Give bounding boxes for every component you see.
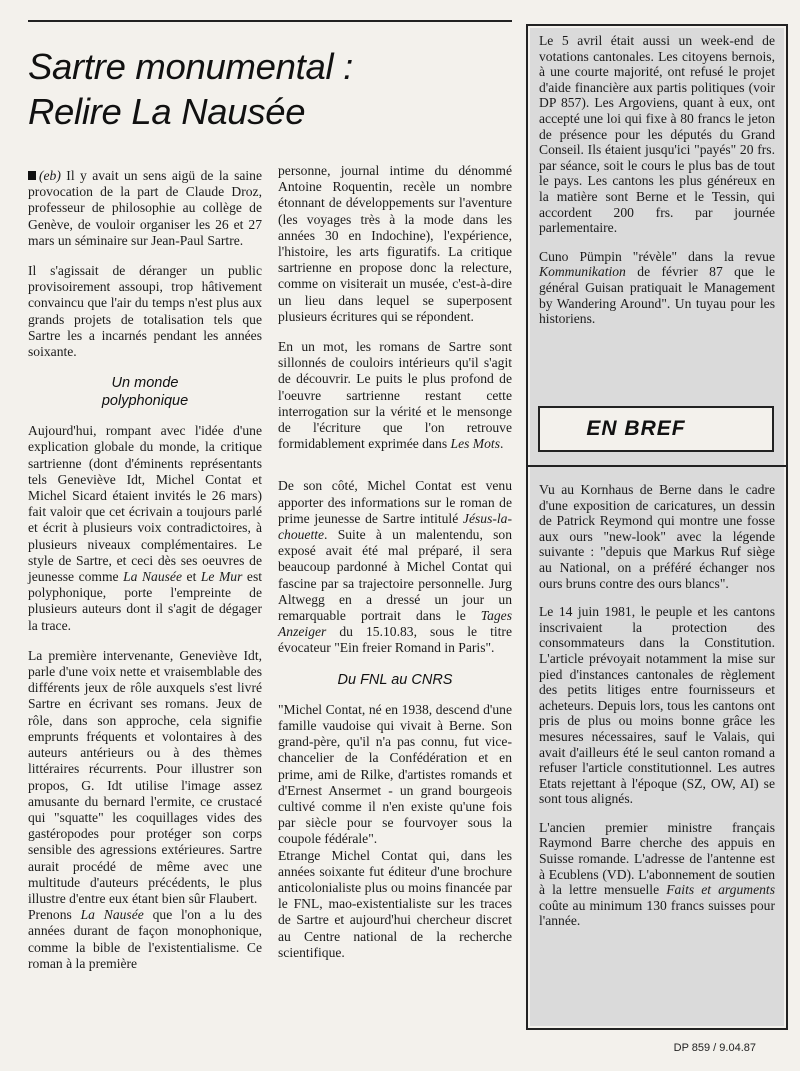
brief-barre: L'ancien premier ministre français Raymond Barre cherche des appuis en Suisse romande. L'adresse de l'antenne est à Ecublens (VD). L'abonnement de soutien à la lettre mensuelle Faits et arguments coûte au minimum 130 francs suisses pour l'année. (539, 819, 775, 929)
subhead-line-1: Un monde (111, 375, 179, 392)
sidebar-divider (528, 465, 786, 467)
subhead-fnl-cnrs: Du FNL au CNRS (337, 671, 453, 688)
brief-votations: Le 5 avril était aussi un week-end de votations cantonales. Les citoyens bernois, à une courte majorité, ont refusé le projet d'aide financière aux partis politiques (voir DP 857). Les Argoviens, quant à eux, ont accepté une loi qui fixe à 80 francs le jeton de présence pour les députés du Grand Conseil. Ils étaient jusqu'ici "payés" 20 frs. par séance, soit le cours le plus bas de tout le pays. Les cantons les plus généreux en la matière sont Berne et le Tessin, qui accordent 200 frs. par journée parlementaire. (539, 33, 775, 236)
book-title: La Nausée (80, 907, 144, 923)
lead-paragraph (28, 168, 262, 249)
title-line-1: Sartre monumental : (28, 46, 353, 87)
en-bref-heading: EN BREF (538, 406, 774, 452)
book-title: Le Mur (200, 569, 243, 585)
newspaper-title: Tages Anzeiger (278, 608, 512, 640)
sidebar-text-top (539, 33, 775, 340)
paragraph-2: Il s'agissait de déranger un public provisoirement assoupi, trop hâtivement convaincu que l'air du temps n'est plus aux grands projets de totalisation tels que Sartre les a incarnés pendant les années soixante. (28, 263, 262, 360)
paragraph-7: En un mot, les romans de Sartre sont sillonnés de couloirs intérieurs qu'il s'agit de découvrir. Le puits le plus profond de l'oeuvre sartrienne restant cette interrogation sur la vérité et le mensonge de l'écriture que l'on retrouve formidablement exprimée dans Les Mots. (278, 339, 512, 452)
paragraph-6: personne, journal intime du dénommé Antoine Roquentin, recèle un nombre étonnant de développements sur l'aventure (les voyages très à la mode dans les années 30 en Indochine), l'expérience, l'histoire, les arts figuratifs. La critique sartrienne en propose donc la relecture, comme on visiterait un musée, c'est-à-dire un lieu dans lequel se superposent plusieurs écritures qui se répondent. (278, 163, 512, 324)
bullet-square-icon (28, 171, 36, 180)
book-title: Jésus-la-chouette (278, 510, 512, 543)
subhead-line-2: polyphonique (101, 393, 189, 410)
sidebar-text-bottom (539, 482, 775, 942)
lead-text: Il y avait un sens aigü de la saine provocation de la part de Claude Droz, professeur de philosophie au collège de Genève, de vouloir organiser les 26 et 27 mars un séminaire sur Jean-Paul Sartre. (28, 168, 262, 248)
paragraph-5: Prenons La Nausée que l'on a lu des années durant de façon monophonique, comme la bible de l'existentialisme. Ce roman à la première (28, 907, 262, 971)
paragraph-4: La première intervenante, Geneviève Idt, parle d'une voix nette et vraisemblable des différents jeux de rôle auxquels s'est livré Sartre en écrivant ses romans. Jeux de rôle, dans son approche, cela signifie emprunts fréquents et volontaires à des auteurs antérieurs ou à des thèmes littéraires récurrents. Pour illustrer son propos, G. Idt utilise l'image assez amusante du bernard l'ermite, ce crustacé qui "squatte" les coquillages vides des gastéropodes pour protéger son corps sensible des agressions extérieures. Sartre aurait procédé de même avec une multitude d'auteurs précédents, le plus illustre d'entre eux étant bien sûr Flaubert. (28, 647, 262, 906)
book-title: La Nausée (123, 569, 183, 585)
title-line-2: Relire La Nausée (28, 91, 306, 132)
book-title: Les Mots (450, 436, 500, 452)
subhead-monde-polyphonique (28, 374, 262, 410)
brief-pumpin: Cuno Pümpin "révèle" dans la revue Kommunikation de février 87 que le général Guisan pratiquait le Management by Wandering Around". Un tuyau pour les historiens. (539, 248, 775, 327)
brief-kornhaus: Vu au Kornhaus de Berne dans le cadre d'une exposition de caricatures, un dessin de Patrick Reymond qui montre une fosse aux ours "new-look" avec la légende suivante : "depuis que Markus Ruf siège au National, on a préféré échanger nos ours bruns contre des ours blancs". (539, 482, 775, 591)
magazine-title: Kommunikation (539, 264, 626, 280)
top-rule (28, 20, 512, 22)
paragraph-8: De son côté, Michel Contat est venu apporter des informations sur le roman de prime jeunesse de Sartre intitulé Jésus-la-chouette. Suite à un malentendu, son exposé avait été mal préparé, il sera beaucoup pardonné à Michel Contat qui fascine par sa trajectoire personnelle. Jurg Altwegg en a dressé un jour un remarquable portrait dans le Tages Anzeiger du 15.10.83, sous le titre évocateur "Ein freier Romand in Paris". (278, 478, 512, 656)
brief-consommateurs: Le 14 juin 1981, le peuple et les cantons inscrivaient la protection des consommateurs dans la Constitution. L'article prévoyait notamment la mise sur pied d'instances cantonales de règlement des petits litiges entre fournisseurs et acheteurs. Depuis lors, tous les cantons ont pris de plus ou moins bonne grâce les mesures nécessaires, sauf le Valais, qui avait d'ailleurs été le seul canton romand a refuser l'article constitutionnel. Les autres Etats rejettant à l'époque (SZ, OW, AI) se sont tous alignés. (539, 604, 775, 807)
newsletter-title: Faits et arguments (666, 882, 775, 898)
author-tag: (eb) (39, 168, 61, 183)
paragraph-9: "Michel Contat, né en 1938, descend d'une famille vaudoise qui vivait à Berne. Son grand-père, qu'il n'a pas connu, fut vice-chancelier de la Confédération et en prime, ami de Rilke, d'artistes romands et d'Ernest Ansermet - un grand bourgeois cultivé comme il n'en existe qu'une fois par siècle pour se fourvoyer sous la coupole fédérale". (278, 701, 512, 847)
page-title (28, 44, 508, 134)
issue-footer: DP 859 / 9.04.87 (673, 1042, 756, 1054)
paragraph-3: Aujourd'hui, rompant avec l'idée d'une explication globale du monde, la critique sartrienne (dont d'éminents représentants tels Geneviève Idt, Michel Contat et Michel Sicard étaient invités le 26 mars) fait valoir que cet écrivain a toujours parlé et écrit à plusieurs voix contradictoires, à plusieurs niveaux complémentaires. Le style de Sartre, et ceci dès ses oeuvres de jeunesse comme La Nausée et Le Mur est polyphonique, porte l'empreinte de plusieurs auteurs dont il s'agit de dégager la trace. (28, 423, 263, 633)
article-column-2 (278, 163, 512, 975)
paragraph-10: Etrange Michel Contat qui, dans les années soixante fut éditeur d'une brochure anticolonialiste plus ou moins financée par le FNL, mao-existentialiste sur les traces de Sartre et aujourd'hui chercheur discret au Centre national de la recherche scientifique. (278, 847, 512, 960)
article-column-1 (28, 168, 262, 986)
